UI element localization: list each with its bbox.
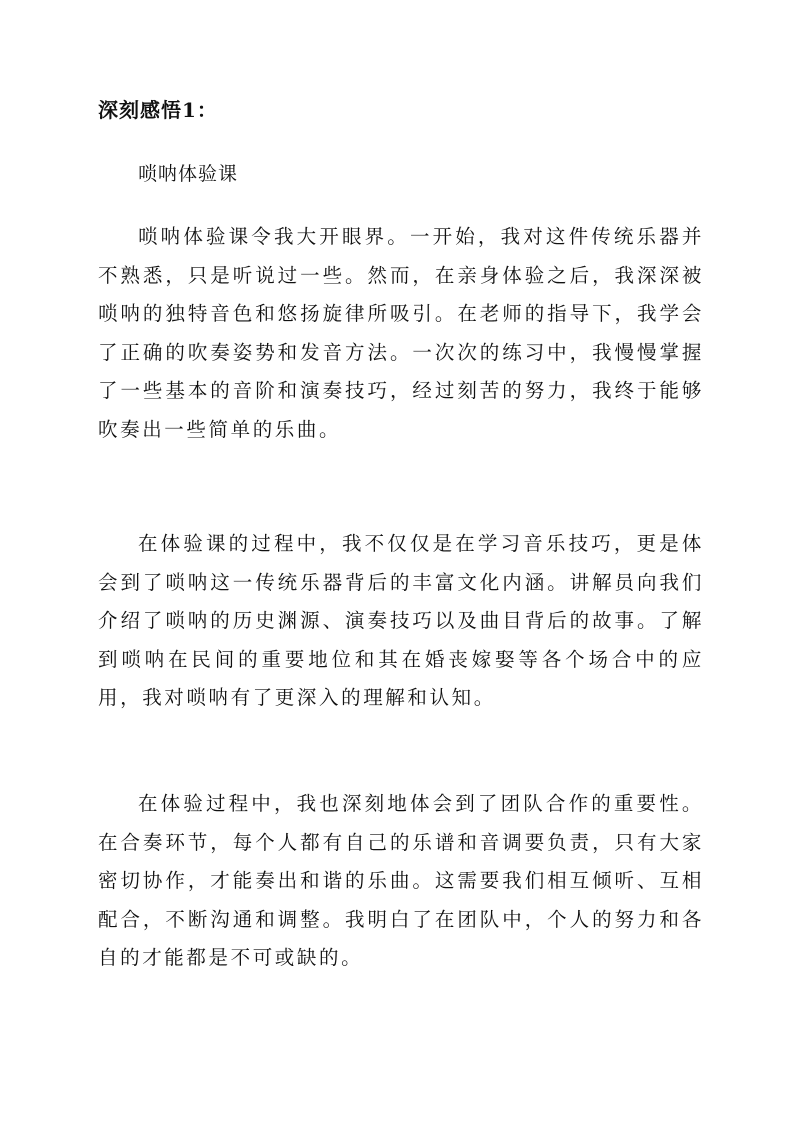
paragraph-3: 在体验过程中，我也深刻地体会到了团队合作的重要性。在合奏环节，每个人都有自己的乐谱和音调要负责，只有大家密切协作，才能奏出和谐的乐曲。这需要我们相互倾听、互相配合，不断沟通和调整。我明白了在团队中，个人的努力和各自的才能都是不可或缺的。 xyxy=(98,792,704,969)
section-heading: 深刻感悟1： xyxy=(98,98,218,122)
paragraph-2: 在体验课的过程中，我不仅仅是在学习音乐技巧，更是体会到了唢呐这一传统乐器背后的丰富文化内涵。讲解员向我们介绍了唢呐的历史渊源、演奏技巧以及曲目背后的故事。了解到唢呐在民间的重要地位和其在婚丧嫁娶等各个场合中的应用，我对唢呐有了更深入的理解和认知。 xyxy=(98,532,704,709)
paragraph-1: 唢呐体验课令我大开眼界。一开始，我对这件传统乐器并不熟悉，只是听说过一些。然而，在亲身体验之后，我深深被唢呐的独特音色和悠扬旋律所吸引。在老师的指导下，我学会了正确的吹奏姿势和发音方法。一次次的练习中，我慢慢掌握了一些基本的音阶和演奏技巧，经过刻苦的努力，我终于能够吹奏出一些简单的乐曲。 xyxy=(98,225,704,441)
section-subtitle: 唢呐体验课 xyxy=(138,163,239,185)
